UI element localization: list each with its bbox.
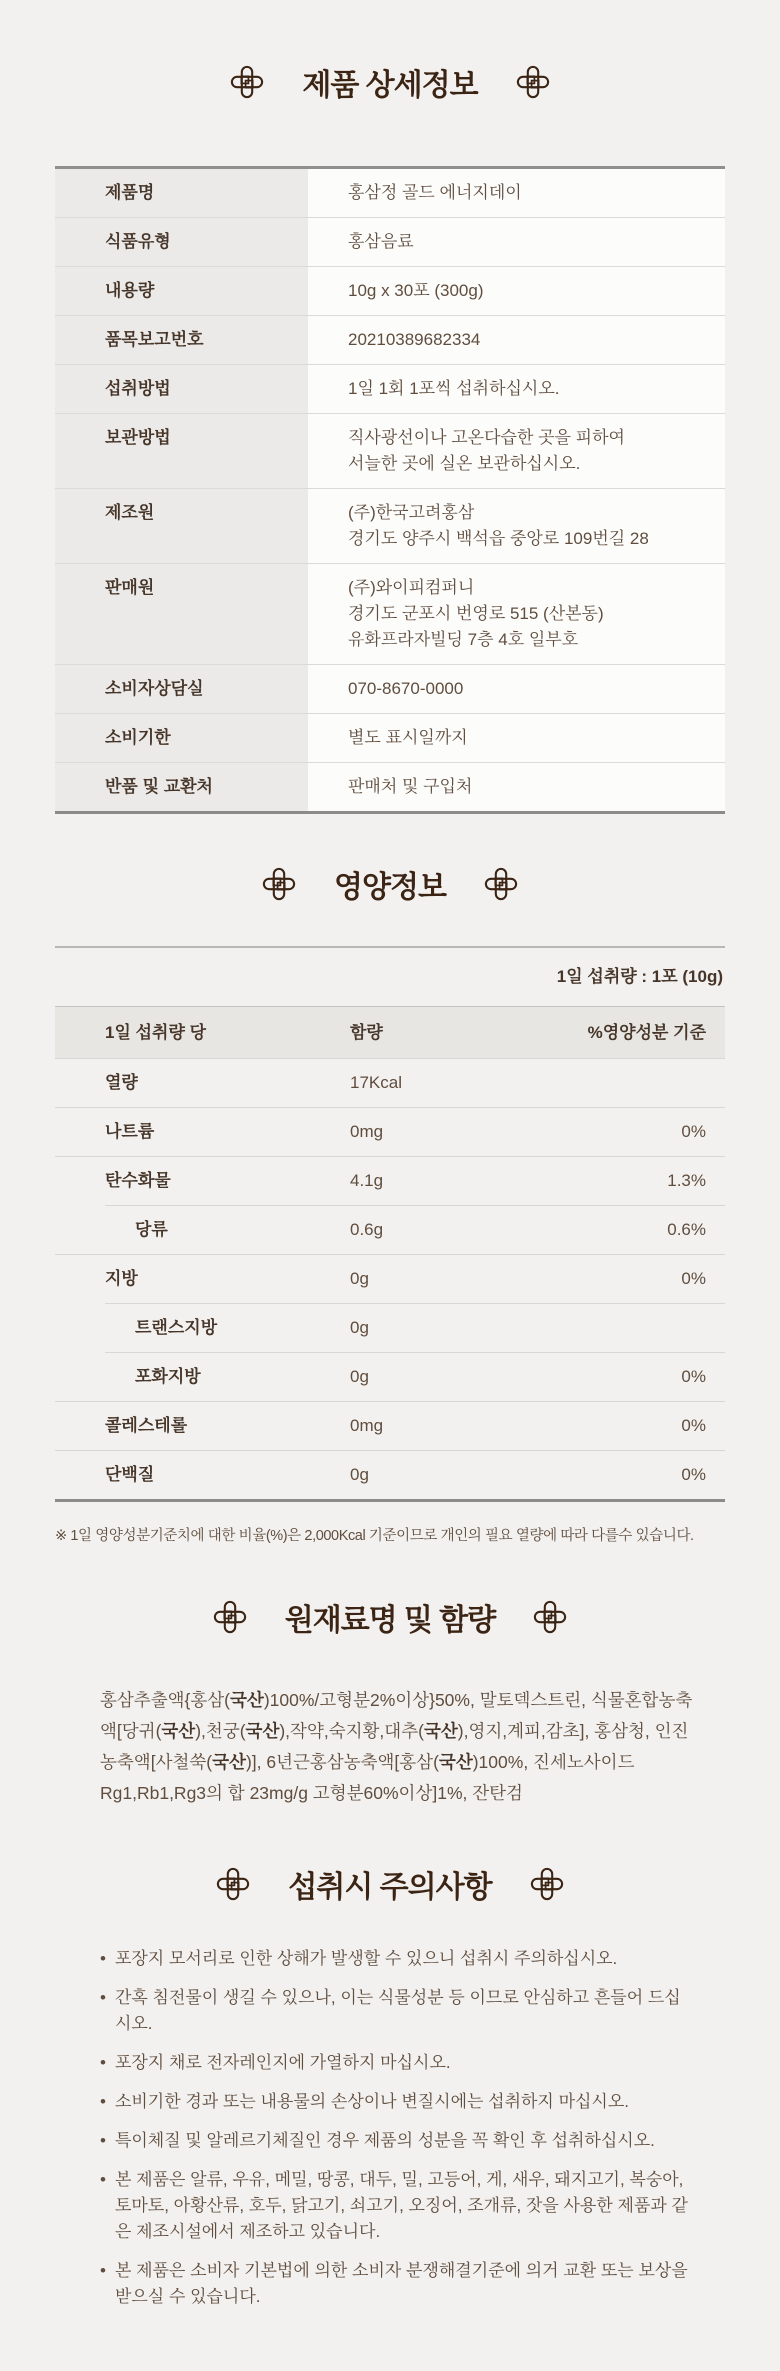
nutrient-amount: 0g — [350, 1318, 369, 1337]
table-row — [55, 563, 725, 664]
row-value-line: 별도 표시일까지 — [348, 728, 468, 747]
nutrient-amount: 0mg — [350, 1122, 384, 1141]
ingredient-origin-bold: 국산 — [438, 1752, 473, 1772]
list-item — [100, 2167, 694, 2245]
nutrient-row — [55, 1205, 725, 1254]
row-value — [308, 714, 725, 762]
nutrition-table-header — [55, 1006, 725, 1058]
row-value-line: 1일 1회 1포씩 섭취하십시오. — [348, 379, 560, 398]
row-value — [308, 763, 725, 811]
nutrient-name: 트랜스지방 — [135, 1318, 218, 1337]
ingredient-text: 홍삼추출액{홍삼( — [100, 1690, 231, 1710]
table-row — [55, 664, 725, 713]
nutrient-percent: 0.6% — [667, 1220, 706, 1239]
list-item — [100, 2089, 694, 2115]
ingredient-origin-bold: 국산 — [212, 1752, 246, 1772]
row-value-line: 070-8670-0000 — [348, 679, 464, 698]
ingredient-origin-bold: 국산 — [245, 1721, 280, 1741]
bullet-icon: • — [100, 2092, 106, 2111]
list-item — [100, 2128, 694, 2154]
table-row — [55, 315, 725, 364]
table-row — [55, 266, 725, 315]
ingredient-origin-bold: 국산 — [423, 1721, 458, 1741]
row-value — [308, 564, 725, 664]
nutrient-amount: 17Kcal — [350, 1073, 402, 1092]
bullet-icon: • — [100, 2131, 106, 2150]
nutrient-row — [55, 1107, 725, 1156]
nutrient-percent: 0% — [681, 1269, 706, 1288]
row-value — [308, 665, 725, 713]
table-row — [55, 217, 725, 266]
nutrient-name: 탄수화물 — [105, 1171, 171, 1190]
nutrient-amount: 0mg — [350, 1416, 384, 1435]
nutrient-row — [55, 1303, 725, 1352]
nutrient-name: 단백질 — [105, 1465, 155, 1484]
knot-ornament-icon — [516, 65, 550, 99]
precautions-title: 섭취시 주의사항 — [288, 1871, 492, 1904]
nutrient-percent: 0% — [681, 1465, 706, 1484]
ingredient-origin-bold: 국산 — [161, 1721, 196, 1741]
nutrient-amount: 4.1g — [350, 1171, 384, 1190]
row-value-line: (주)와이피컴퍼니 — [348, 578, 475, 597]
row-value — [308, 414, 725, 488]
nutrient-row — [55, 1058, 725, 1107]
nutrient-name: 콜레스테롤 — [105, 1416, 188, 1435]
ingredients-title: 원재료명 및 함량 — [284, 1604, 496, 1637]
nutrient-row — [55, 1254, 725, 1303]
row-label: 제품명 — [55, 169, 308, 217]
section-ingredients-header — [0, 1545, 780, 1639]
ingredient-text: ),작약,숙지황,대추( — [279, 1721, 424, 1741]
serving-note: 1일 섭취량 : 1포 (10g) — [55, 946, 725, 1006]
table-row — [55, 364, 725, 413]
nutrition-table-wrap — [55, 946, 725, 1502]
table-row — [55, 488, 725, 563]
knot-ornament-icon — [262, 867, 296, 901]
nutrient-percent: 1.3% — [667, 1171, 706, 1190]
row-value-line: 10g x 30포 (300g) — [348, 281, 484, 300]
bullet-icon: • — [100, 1949, 106, 1968]
nutrition-table-body — [55, 1058, 725, 1499]
list-item-text: 포장지 채로 전자레인지에 가열하지 마십시오. — [114, 2053, 451, 2072]
bullet-icon: • — [100, 2053, 106, 2072]
list-item-text: 본 제품은 알류, 우유, 메밀, 땅콩, 대두, 밀, 고등어, 게, 새우, 돼지고기, 복숭아, 토마토, 아황산류, 호두, 닭고기, 쇠고기, 오징어, 조개류, 잣을 사용한 제품과 같은 제조시설에서 제조하고 있습니다. — [114, 2170, 688, 2241]
row-value — [308, 489, 725, 563]
nutrient-percent: 0% — [681, 1122, 706, 1141]
page-title: 제품 상세정보 — [302, 69, 478, 102]
ingredient-text: )], 6년근홍삼농축액[홍삼( — [245, 1752, 439, 1772]
row-value — [308, 316, 725, 364]
bullet-icon: • — [100, 2170, 106, 2189]
nutrient-row — [55, 1450, 725, 1499]
knot-ornament-icon — [530, 1867, 564, 1901]
row-value — [308, 169, 725, 217]
row-label: 반품 및 교환처 — [55, 763, 308, 811]
list-item-text: 소비기한 경과 또는 내용물의 손상이나 변질시에는 섭취하지 마십시오. — [114, 2092, 629, 2111]
nutrient-name: 나트륨 — [105, 1122, 155, 1141]
row-value-line: 유화프라자빌딩 7층 4호 일부호 — [348, 630, 579, 649]
table-row — [55, 169, 725, 217]
list-item-text: 특이체질 및 알레르기체질인 경우 제품의 성분을 꼭 확인 후 섭취하십시오. — [114, 2131, 655, 2150]
list-item-text: 포장지 모서리로 인한 상해가 발생할 수 있으니 섭취시 주의하십시오. — [114, 1949, 618, 1968]
row-label: 품목보고번호 — [55, 316, 308, 364]
list-item — [100, 2050, 694, 2076]
column-header-amount: 함량 — [350, 1023, 383, 1042]
list-item — [100, 1985, 694, 2037]
list-item-text: 간혹 침전물이 생길 수 있으나, 이는 식물성분 등 이므로 안심하고 흔들어 드십시오. — [114, 1988, 681, 2033]
row-value-line: 서늘한 곳에 실온 보관하십시오. — [348, 454, 581, 473]
row-value-line: 홍삼음료 — [348, 232, 414, 251]
row-value-line: 홍삼정 골드 에너지데이 — [348, 183, 522, 202]
ingredient-text: )100%, 진세노사이드 Rg1,Rb1,Rg3의 합 23mg/g 고형분60%이상]1%, 잔탄검 — [100, 1752, 635, 1803]
nutrient-row — [55, 1352, 725, 1401]
row-value — [308, 365, 725, 413]
nutrition-table — [55, 1006, 725, 1502]
section-precautions-header — [0, 1809, 780, 1906]
knot-ornament-icon — [484, 867, 518, 901]
ingredient-text: )100%/고형분2%이상}50%, 말토덱스트린, 식물혼합농축액[당귀( — [100, 1690, 693, 1741]
list-item-text: 본 제품은 소비자 기본법에 의한 소비자 분쟁해결기준에 의거 교환 또는 보상을 받으실 수 있습니다. — [114, 2261, 688, 2306]
nutrient-name: 당류 — [135, 1220, 168, 1239]
nutrient-percent: 0% — [681, 1416, 706, 1435]
row-value-line: 직사광선이나 고온다습한 곳을 피하여 — [348, 428, 625, 447]
nutrition-footnote: ※ 1일 영양성분기준치에 대한 비율(%)은 2,000Kcal 기준이므로 개인의 필요 열량에 따라 다를수 있습니다. — [55, 1528, 694, 1544]
nutrient-amount: 0g — [350, 1465, 369, 1484]
nutrient-amount: 0g — [350, 1367, 369, 1386]
section-product-details-header — [0, 0, 780, 104]
row-value — [308, 218, 725, 266]
knot-ornament-icon — [213, 1600, 247, 1634]
row-label: 소비자상담실 — [55, 665, 308, 713]
bullet-icon: • — [100, 1988, 106, 2007]
ingredient-origin-bold: 국산 — [230, 1690, 264, 1710]
row-value-line: 판매처 및 구입처 — [348, 777, 473, 796]
row-label: 섭취방법 — [55, 365, 308, 413]
row-value-line: 경기도 양주시 백석읍 중앙로 109번길 28 — [348, 529, 649, 548]
nutrient-amount: 0g — [350, 1269, 369, 1288]
row-value-line: 20210389682334 — [348, 330, 481, 349]
list-item — [100, 2258, 694, 2310]
column-header-percent: %영양성분 기준 — [587, 1023, 706, 1042]
list-item — [100, 1946, 694, 1972]
row-label: 식품유형 — [55, 218, 308, 266]
precaution-list — [100, 1946, 694, 2310]
row-label: 판매원 — [55, 564, 308, 664]
nutrient-name: 지방 — [105, 1269, 138, 1288]
row-label: 보관방법 — [55, 414, 308, 488]
table-row — [55, 413, 725, 488]
row-value — [308, 267, 725, 315]
row-value-line: (주)한국고려홍삼 — [348, 503, 475, 522]
bullet-icon: • — [100, 2261, 106, 2280]
product-info-table — [55, 166, 725, 814]
nutrient-percent: 0% — [681, 1367, 706, 1386]
row-label: 내용량 — [55, 267, 308, 315]
nutrient-name: 열량 — [105, 1073, 138, 1092]
nutrient-amount: 0.6g — [350, 1220, 384, 1239]
ingredients-paragraph — [100, 1685, 698, 1809]
nutrition-title: 영양정보 — [334, 871, 446, 904]
nutrient-row — [55, 1156, 725, 1205]
knot-ornament-icon — [216, 1867, 250, 1901]
ingredient-text: ),영지,계피,감초], 홍삼청, 인진농축액[사철쑥( — [100, 1721, 689, 1772]
column-header-name: 1일 섭취량 당 — [105, 1023, 207, 1042]
row-label: 제조원 — [55, 489, 308, 563]
row-label: 소비기한 — [55, 714, 308, 762]
knot-ornament-icon — [230, 65, 264, 99]
section-nutrition-header — [0, 814, 780, 906]
knot-ornament-icon — [533, 1600, 567, 1634]
table-row — [55, 713, 725, 762]
nutrient-name: 포화지방 — [135, 1367, 201, 1386]
table-row — [55, 762, 725, 811]
row-value-line: 경기도 군포시 번영로 515 (산본동) — [348, 604, 604, 623]
ingredient-text: ),천궁( — [195, 1721, 246, 1741]
nutrient-row — [55, 1401, 725, 1450]
